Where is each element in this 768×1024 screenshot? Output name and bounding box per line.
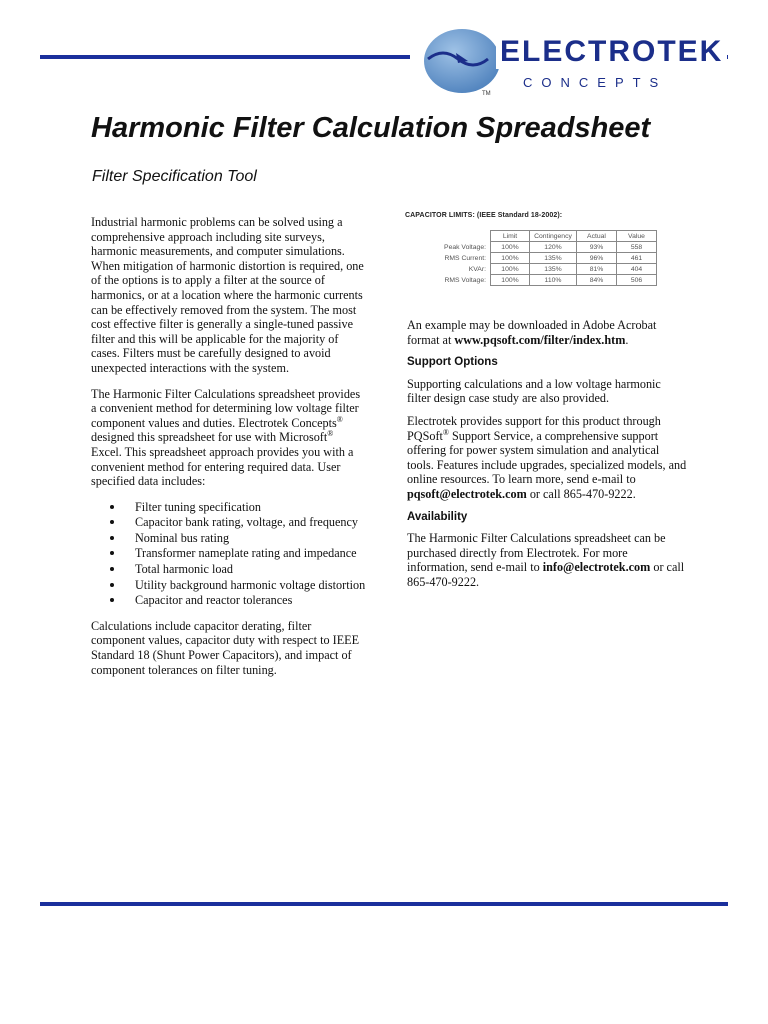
column-header: Contingency xyxy=(530,231,577,242)
footer-rule xyxy=(40,902,728,906)
user-data-list xyxy=(91,500,366,608)
table-cell: 100% xyxy=(491,253,530,264)
example-link[interactable]: www.pqsoft.com/filter/index.htm xyxy=(454,332,626,347)
electrotek-logo xyxy=(418,25,724,105)
info-email-link[interactable]: info@electrotek.com xyxy=(542,560,651,575)
table-cell: 120% xyxy=(530,242,577,253)
column-header: Limit xyxy=(491,231,530,242)
support-paragraph-2: Electrotek provides support for this product through PQSoft® Support Service, a comprehensive support offering for power system simulation and analytical tools. Features include upgrades, specialized models, and online resources. To learn more, send e-mail to pqsoft@electrotek.com or call 865-470-9222. xyxy=(407,413,687,501)
registered-mark: ® xyxy=(327,429,334,439)
example-paragraph: An example may be downloaded in Adobe Acrobat format at www.pqsoft.com/filter/index.htm. xyxy=(407,318,657,347)
table-cell: 100% xyxy=(491,275,530,286)
table-cell: 84% xyxy=(577,275,617,286)
table-cell: 558 xyxy=(617,242,657,253)
capacitor-limits-figure xyxy=(405,212,680,286)
table-cell: 100% xyxy=(491,264,530,275)
logo-wordmark: ELECTROTEK xyxy=(496,35,727,69)
support-paragraph-1: Supporting calculations and a low voltage harmonic filter design case study are also provided. xyxy=(407,376,661,406)
column-header: Actual xyxy=(577,231,617,242)
table-cell: 110% xyxy=(530,275,577,286)
header-rule-left xyxy=(40,55,410,59)
list-item: Filter tuning specification xyxy=(135,500,366,515)
table-row xyxy=(405,264,657,275)
row-label: RMS Current: xyxy=(444,254,486,262)
table-row xyxy=(405,253,657,264)
table-row xyxy=(405,242,657,253)
list-item: Utility background harmonic voltage distortion xyxy=(135,577,366,592)
row-label: RMS Voltage: xyxy=(444,276,486,284)
logo-globe-icon xyxy=(418,25,508,105)
logo-trademark: TM xyxy=(482,91,491,97)
table-cell: 506 xyxy=(617,275,657,286)
registered-mark: ® xyxy=(336,414,343,424)
table-cell: 135% xyxy=(530,253,577,264)
list-item: Total harmonic load xyxy=(135,562,366,577)
table-cell: 96% xyxy=(577,253,617,264)
table-cell: 81% xyxy=(577,264,617,275)
availability-paragraph: The Harmonic Filter Calculations spreadsheet can be purchased directly from Electrotek. For more information, send e-mail to info@electrotek.com or call 865-470-9222. xyxy=(407,531,685,589)
table-cell: 404 xyxy=(617,264,657,275)
logo-subtitle: CONCEPTS xyxy=(523,75,668,90)
row-label: Peak Voltage: xyxy=(444,243,486,251)
table-cell: 100% xyxy=(491,242,530,253)
capacitor-limits-heading: CAPACITOR LIMITS: (IEEE Standard 18-2002): xyxy=(405,212,563,219)
table-header-row xyxy=(405,231,657,242)
calculations-paragraph: Calculations include capacitor derating, filter component values, capacitor duty with respect to IEEE Standard 18 (Shunt Power Capacitors), and impact of component tolerances on filter tuning. xyxy=(91,618,360,677)
capacitor-limits-table xyxy=(405,230,657,286)
list-item: Capacitor bank rating, voltage, and frequency xyxy=(135,515,366,530)
availability-heading: Availability xyxy=(407,510,468,523)
page-subtitle: Filter Specification Tool xyxy=(92,168,257,185)
right-column xyxy=(407,318,687,598)
column-header: Value xyxy=(617,231,657,242)
registered-mark: ® xyxy=(442,427,449,437)
list-item: Nominal bus rating xyxy=(135,531,366,546)
table-cell: 93% xyxy=(577,242,617,253)
table-cell: 135% xyxy=(530,264,577,275)
list-item: Transformer nameplate rating and impedance xyxy=(135,546,366,561)
list-item: Capacitor and reactor tolerances xyxy=(135,593,366,608)
row-label: KVAr: xyxy=(468,265,486,273)
intro-paragraph: Industrial harmonic problems can be solved using a comprehensive approach including site surveys, harmonic measurements, and computer simulations. When mitigation of harmonic distortion is required, one of the options is to apply a filter at the source of harmonics, or at a location where the harmonic currents can be effectively removed from the system. The most cost effective filter is generally a single-tuned passive filter and this will be applicable for the majority of cases. Filters must be carefully designed to avoid unexpected interactions with the system. xyxy=(91,215,364,375)
spreadsheet-paragraph: The Harmonic Filter Calculations spreadsheet provides a convenient method for determining low voltage filter component values and duties. Electrotek Concepts® designed this spreadsheet for use with Microsoft® Excel. This spreadsheet approach provides you with a convenient method for entering required data. User specified data includes: xyxy=(91,386,361,489)
pqsoft-email-link[interactable]: pqsoft@electrotek.com xyxy=(407,486,527,501)
support-options-heading: Support Options xyxy=(407,356,498,369)
table-cell: 461 xyxy=(617,253,657,264)
left-column xyxy=(91,215,366,688)
page-title: Harmonic Filter Calculation Spreadsheet xyxy=(91,112,651,144)
table-row xyxy=(405,275,657,286)
